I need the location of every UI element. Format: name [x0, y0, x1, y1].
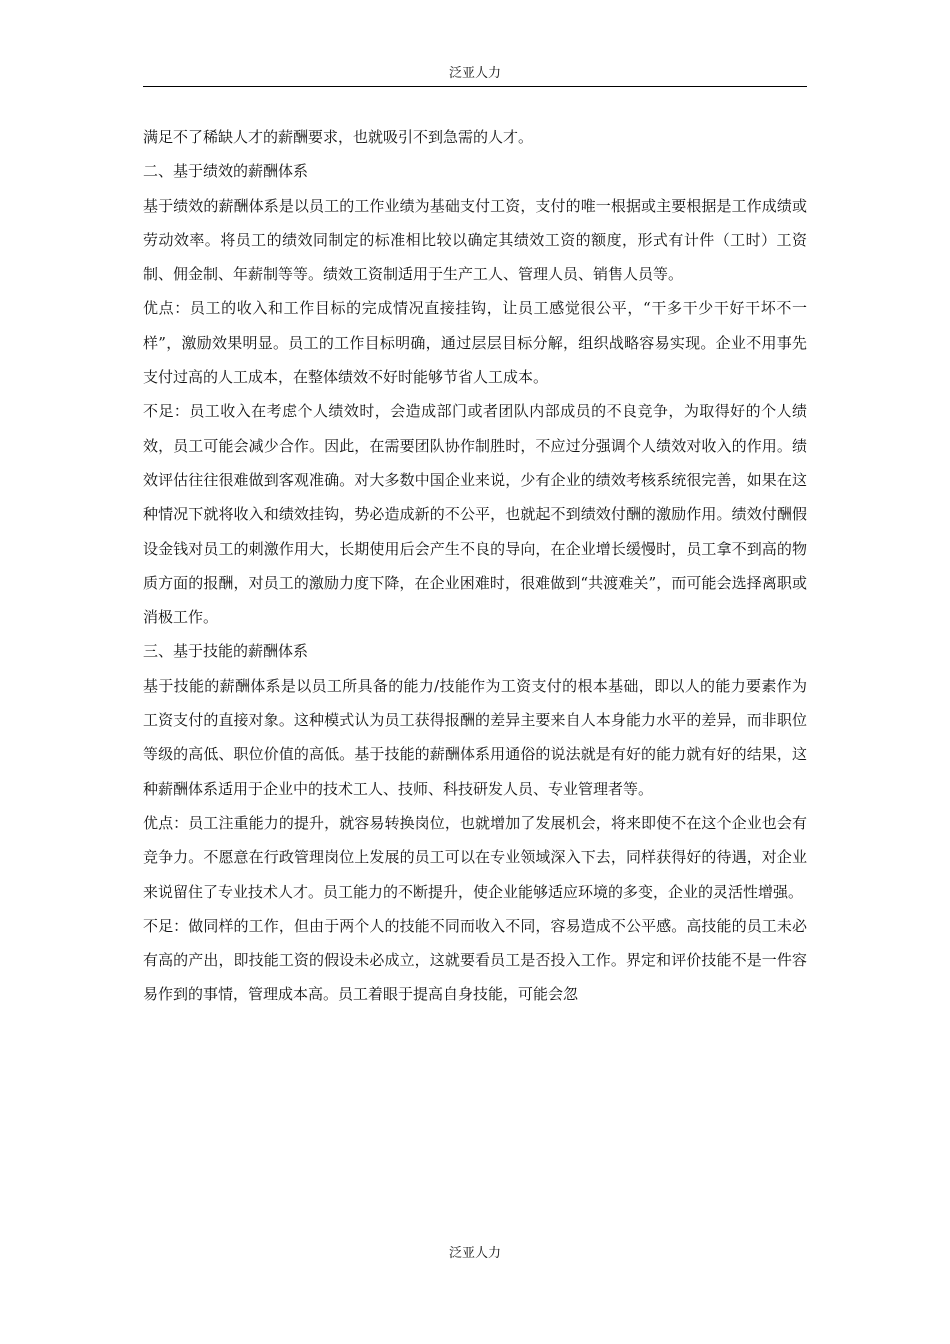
paragraph-continuation: 满足不了稀缺人才的薪酬要求，也就吸引不到急需的人才。 [143, 128, 534, 146]
paragraph-skill-definition: 基于技能的薪酬体系是以员工所具备的能力/技能作为工资支付的根本基础，即以人的能力要素作为工资支付的直接对象。这种模式认为员工获得报酬的差异主要来自人本身能力水平的差异，而非职位等级的高低、职位价值的高低。基于技能的薪酬体系用通俗的说法就是有好的能力就有好的结果，这种薪酬体系适用于企业中的技术工人、技师、科技研发人员、专业管理者等。 [143, 676, 807, 798]
page-header: 泛亚人力 [448, 66, 501, 81]
paragraph-performance-disadvantages: 不足：员工收入在考虑个人绩效时，会造成部门或者团队内部成员的不良竞争，为取得好的个人绩效，员工可能会减少合作。因此，在需要团队协作制胜时，不应过分强调个人绩效对收入的作用。绩效评估往往很难做到客观准确。对大多数中国企业来说，少有企业的绩效考核系统很完善，如果在这种情况下就将收入和绩效挂钩，势必造成新的不公平，也就起不到绩效付酬的激励作用。绩效付酬假设金钱对员工的刺激作用大，长期使用后会产生不良的导向，在企业增长缓慢时，员工拿不到高的物质方面的报酬，对员工的激励力度下降，在企业困难时，很难做到“共渡难关”，而可能会选择离职或消极工作。 [143, 402, 807, 627]
paragraph-performance-advantages: 优点：员工的收入和工作目标的完成情况直接挂钩，让员工感觉很公平，“干多干少干好干坏不一样”，激励效果明显。员工的工作目标明确，通过层层目标分解，组织战略容易实现。企业不用事先支付过高的人工成本，在整体绩效不好时能够节省人工成本。 [143, 299, 807, 387]
paragraph-skill-advantages: 优点：员工注重能力的提升，就容易转换岗位，也就增加了发展机会，将来即使不在这个企业也会有竞争力。不愿意在行政管理岗位上发展的员工可以在专业领域深入下去，同样获得好的待遇，对企业来说留住了专业技术人才。员工能力的不断提升，使企业能够适应环境的多变，企业的灵活性增强。 [143, 813, 807, 901]
paragraph-skill-disadvantages: 不足：做同样的工作，但由于两个人的技能不同而收入不同，容易造成不公平感。高技能的员工未必有高的产出，即技能工资的假设未必成立，这就要看员工是否投入工作。界定和评价技能不是一件容易作到的事情，管理成本高。员工着眼于提高自身技能，可能会忽 [143, 916, 807, 1004]
header-divider [143, 86, 807, 87]
section-heading-skill-pay: 三、基于技能的薪酬体系 [143, 642, 309, 661]
section-heading-performance-pay: 二、基于绩效的薪酬体系 [143, 162, 309, 181]
page-footer: 泛亚人力 [448, 1246, 501, 1261]
document-body [143, 120, 807, 1012]
paragraph-performance-definition: 基于绩效的薪酬体系是以员工的工作业绩为基础支付工资，支付的唯一根据或主要根据是工作成绩或劳动效率。将员工的绩效同制定的标准相比较以确定其绩效工资的额度，形式有计件（工时）工资制、佣金制、年薪制等等。绩效工资制适用于生产工人、管理人员、销售人员等。 [143, 196, 807, 284]
